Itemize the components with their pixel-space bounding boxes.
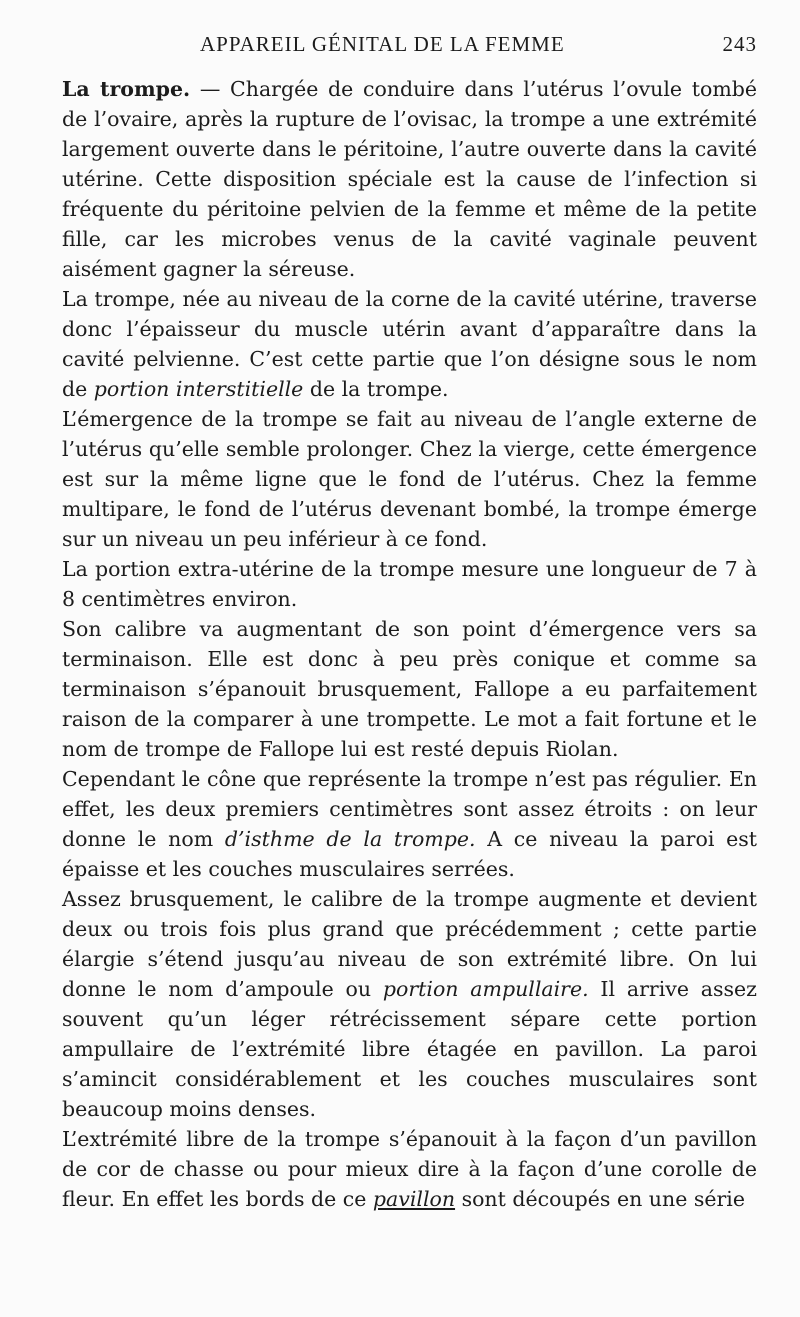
italic-term: portion interstitielle: [93, 377, 304, 401]
paragraph-text: Son calibre va augmentant de son point d’émergence vers sa terminaison. Elle est donc à peu près conique et comme sa terminaison s’épanouit brusquement, Fallope a eu parfaitement raison de la comparer à une trompette. Le mot a fait fortune et le nom de trompe de Fallope lui est resté depuis Riolan.: [62, 617, 757, 761]
paragraph-3: [62, 404, 757, 554]
italic-term: portion ampullaire.: [382, 977, 589, 1001]
paragraph-4: [62, 554, 757, 614]
page-number: 243: [722, 32, 757, 56]
paragraph-text: Assez brusquement, le calibre de la trompe augmente et devient deux ou trois fois plus grand que précédemment ; cette partie élargie s’étend jusqu’au niveau de son extrémité libre. On lui donne le nom d’ampoule ou: [62, 887, 757, 1001]
paragraph-text: de la trompe.: [303, 377, 449, 401]
paragraph-text: A ce niveau la paroi est épaisse et les couches musculaires serrées.: [62, 827, 758, 881]
paragraph-text: Il arrive assez souvent qu’un léger rétrécissement sépare cette portion ampullaire de l’extrémité libre étagée en pavillon. La paroi s’amincit considérablement et les couches musculaires sont beaucoup moins denses.: [62, 977, 757, 1121]
paragraph-6: [62, 764, 757, 884]
paragraph-7: [62, 884, 757, 1124]
paragraph-text: La portion extra-utérine de la trompe mesure une longueur de 7 à 8 centimètres environ.: [62, 557, 757, 611]
paragraph-text: — Chargée de conduire dans l’utérus l’ovule tombé de l’ovaire, après la rupture de l’ovisac, la trompe a une extrémité largement ouverte dans le péritoine, l’autre ouverte dans la cavité utérine. Cette disposition spéciale est la cause de l’infection si fréquente du péritoine pelvien de la femme et même de la petite fille, car les microbes venus de la cavité vaginale peuvent aisément gagner la séreuse.: [62, 77, 758, 281]
paragraph-5: [62, 614, 757, 764]
paragraph-text: Cependant le cône que représente la trompe n’est pas régulier. En effet, les deux premiers centimètres sont assez étroits : on leur donne le nom: [62, 767, 757, 851]
paragraph-text: L’extrémité libre de la trompe s’épanouit à la façon d’un pavillon de cor de chasse ou pour mieux dire à la façon d’une corolle de fleur. En effet les bords de ce: [62, 1127, 757, 1211]
paragraph-text: La trompe, née au niveau de la corne de la cavité utérine, traverse donc l’épaisseur du muscle utérin avant d’apparaître dans la cavité pelvienne. C’est cette partie que l’on désigne sous le nom de: [62, 287, 757, 401]
paragraph-8: [62, 1124, 757, 1214]
paragraph-1: [62, 74, 757, 284]
paragraph-2: [62, 284, 757, 404]
section-heading: La trompe.: [62, 77, 191, 101]
italic-term: d’isthme de la trompe.: [224, 827, 476, 851]
paragraph-text: L’émergence de la trompe se fait au niveau de l’angle externe de l’utérus qu’elle semble prolonger. Chez la vierge, cette émergence est sur la même ligne que le fond de l’utérus. Chez la femme multipare, le fond de l’utérus devenant bombé, la trompe émerge sur un niveau un peu inférieur à ce fond.: [62, 407, 757, 551]
paragraph-text: sont découpés en une série: [455, 1187, 745, 1211]
body-text: [62, 74, 757, 1214]
italic-term: pavillon: [372, 1187, 456, 1211]
running-title: APPAREIL GÉNITAL DE LA FEMME: [200, 32, 565, 56]
running-header: [62, 32, 757, 62]
